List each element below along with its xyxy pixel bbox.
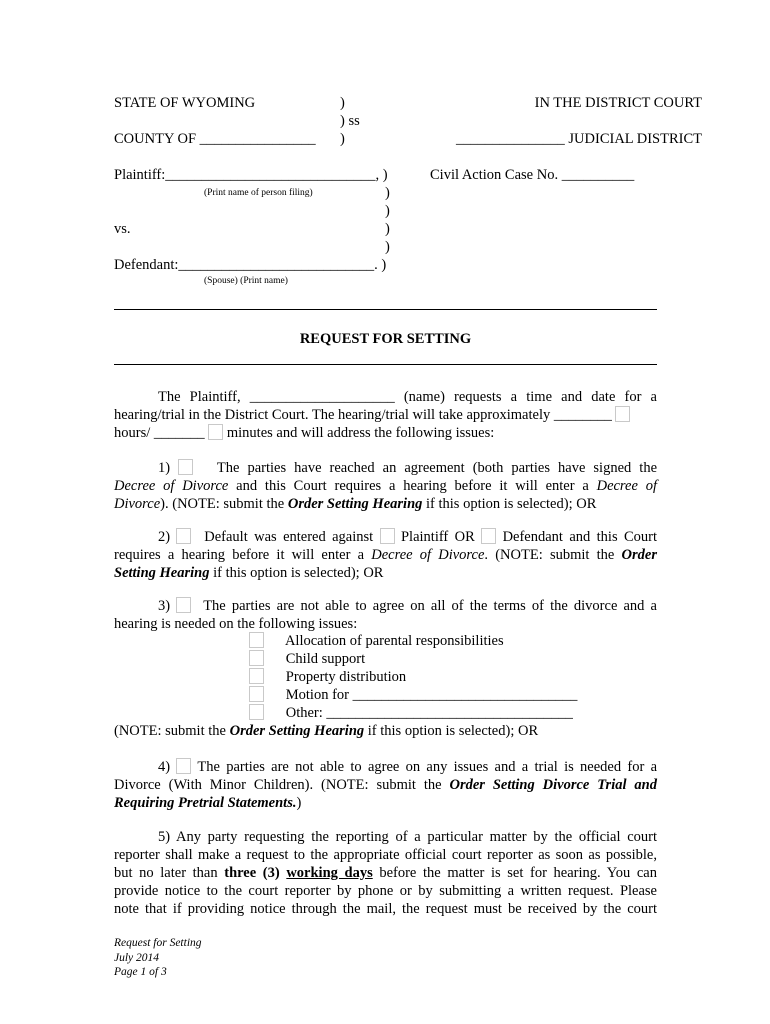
- county-label: COUNTY OF ________________: [114, 131, 316, 147]
- option-3-note: (NOTE: submit the Order Setting Hearing if this option is selected); OR: [114, 723, 539, 739]
- issue-item: Motion for _______________________________: [249, 686, 577, 704]
- issue-item: Property distribution: [249, 668, 406, 686]
- option-1: 1) The parties have reached an agreement (both parties have signed the Decree of Divorce and this Court requires a hearing before it will enter a Decree of Divorce). (NOTE: submit the Order Setting Hearing if this option is selected); OR: [114, 460, 658, 512]
- issue-item: Child support: [249, 650, 365, 668]
- option-1-checkbox[interactable]: [178, 459, 193, 475]
- case-number: Civil Action Case No. __________: [430, 167, 635, 183]
- document-title: REQUEST FOR SETTING: [299, 331, 472, 347]
- caption-paren: ): [385, 221, 390, 237]
- option-4-checkbox[interactable]: [176, 758, 191, 774]
- caption-paren: ): [385, 185, 390, 201]
- plaintiff-line: Plaintiff:_____________________________, ): [114, 167, 388, 183]
- footer: [114, 936, 202, 980]
- caption-paren: ): [340, 131, 345, 147]
- issue-checkbox[interactable]: [249, 686, 264, 702]
- plaintiff-note: (Print name of person filing): [204, 188, 313, 198]
- option-3: 3) The parties are not able to agree on all of the terms of the divorce and a hearing is needed on the following issues:: [114, 598, 657, 632]
- defendant-line: Defendant:___________________________. ): [114, 257, 387, 273]
- defendant-note: (Spouse) (Print name): [204, 276, 288, 286]
- divider: [114, 364, 657, 365]
- option-3-checkbox[interactable]: [176, 597, 191, 613]
- option-4: 4) The parties are not able to agree on any issues and a trial is needed for a Divorce (With Minor Children). (NOTE: submit the Order Setting Divorce Trial and Requiring Pretrial Statements.): [114, 759, 658, 811]
- checkbox[interactable]: [615, 406, 630, 422]
- judicial-district: _______________ JUDICIAL DISTRICT: [456, 131, 702, 147]
- issue-checkbox[interactable]: [249, 704, 264, 720]
- issue-item: Allocation of parental responsibilities: [249, 632, 504, 650]
- issue-checkbox[interactable]: [249, 650, 264, 666]
- footer-form-name: Request for Setting: [114, 937, 202, 949]
- caption-paren: ): [340, 95, 345, 111]
- option-2-checkbox[interactable]: [176, 528, 191, 544]
- caption-paren: ): [385, 203, 390, 219]
- court-name: IN THE DISTRICT COURT: [534, 95, 702, 111]
- plaintiff-checkbox[interactable]: [380, 528, 395, 544]
- caption-paren-ss: ) ss: [340, 113, 360, 129]
- divider: [114, 309, 657, 310]
- option-5: 5) Any party requesting the reporting of a particular matter by the official court reporter shall make a request to the appropriate official court reporter as soon as possible, but no later than three (3) working days before the matter is set for hearing. You can provide notice to the court reporter by phone or by submitting a written request. Please note that if providing notice through the mail, the request must be received by the court: [114, 829, 657, 917]
- issue-item: Other: __________________________________: [249, 704, 573, 722]
- checkbox[interactable]: [208, 424, 223, 440]
- defendant-checkbox[interactable]: [481, 528, 496, 544]
- footer-date: July 2014: [114, 951, 160, 964]
- option-2: 2) Default was entered against Plaintiff OR Defendant and this Court requires a hearing before it will enter a Decree of Divorce. (NOTE: submit the Order Setting Hearing if this option is selected); OR: [114, 529, 658, 581]
- vs-label: vs.: [114, 221, 131, 237]
- intro-paragraph: The Plaintiff, ____________________ (name) requests a time and date for a hearing/trial in the District Court. The hearing/trial will take approximately ________ hours/ _______ minutes and will address the following issues:: [114, 389, 657, 441]
- issue-checkbox[interactable]: [249, 632, 264, 648]
- footer-page-number: Page 1 of 3: [114, 966, 167, 978]
- issue-checkbox[interactable]: [249, 668, 264, 684]
- caption-paren: ): [385, 239, 390, 255]
- state-label: STATE OF WYOMING: [114, 95, 256, 111]
